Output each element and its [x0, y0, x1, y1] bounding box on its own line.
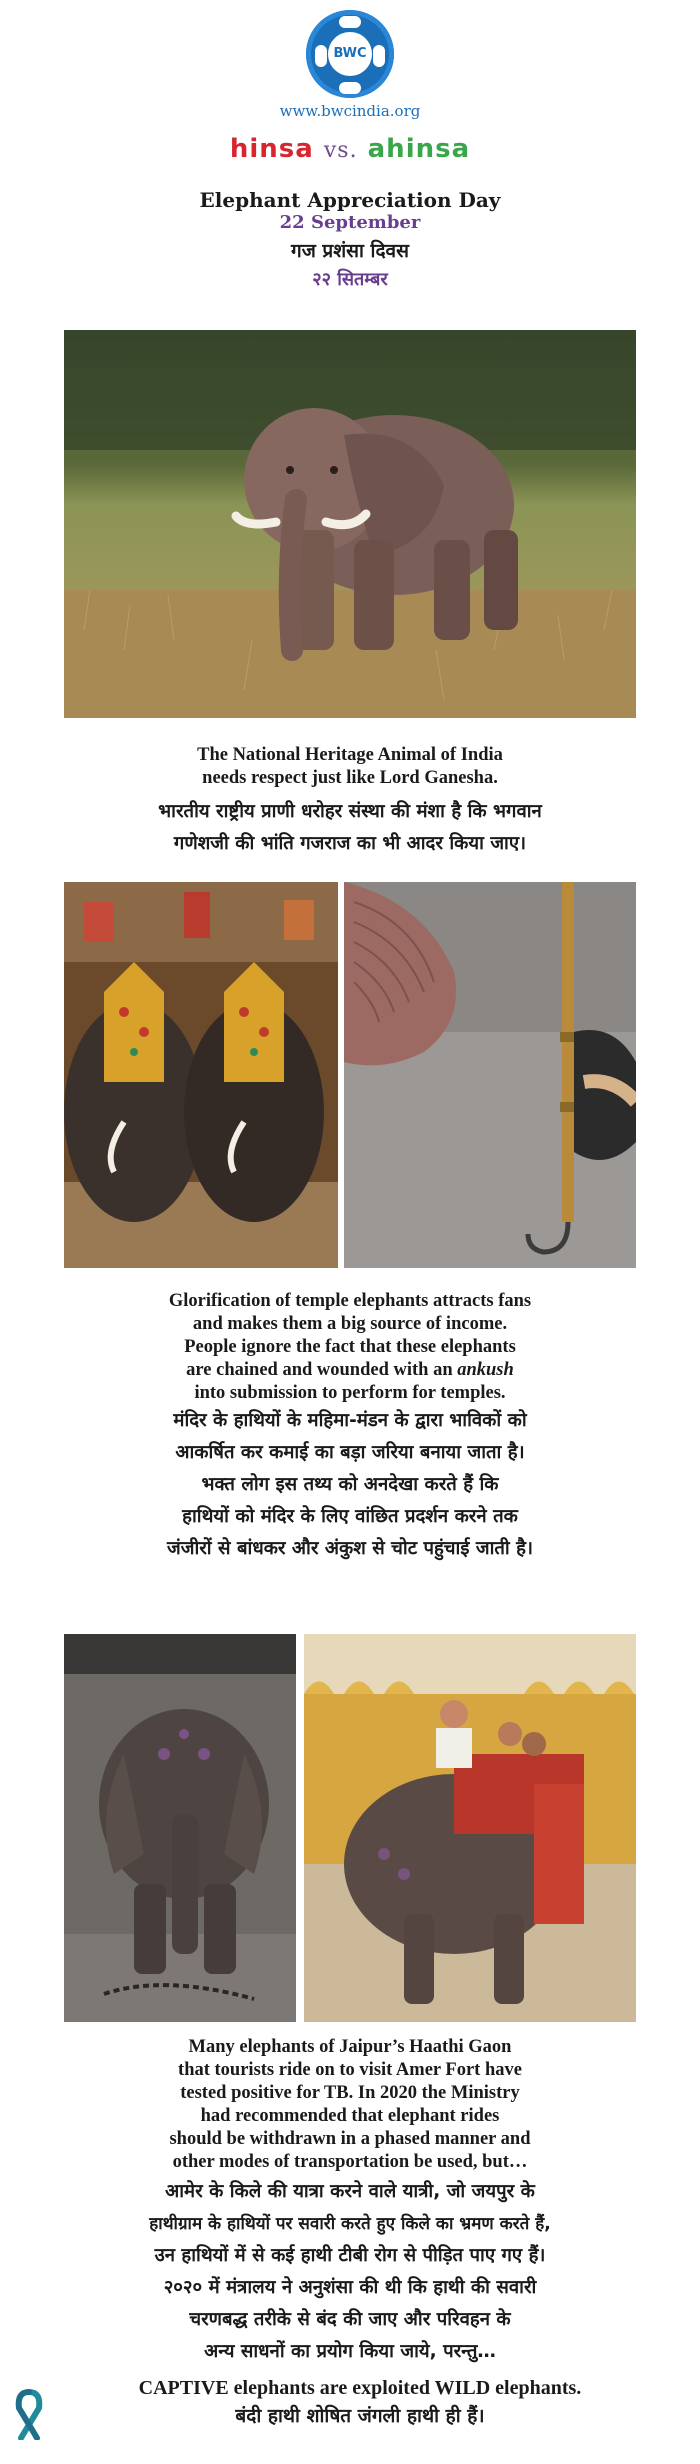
caption-temple-line4 — [40, 1359, 660, 1382]
caption-temple — [40, 1290, 660, 1565]
ankush-image — [344, 882, 636, 1268]
date-hindi: २२ सितम्बर — [312, 269, 388, 290]
caption-jaipur — [40, 2036, 660, 2368]
logo-hand-top — [339, 16, 361, 28]
caption-temple-hi3: भक्त लोग इस तथ्य को अनदेखा करते हैं कि — [201, 1474, 499, 1495]
caption-jaipur-line4: had recommended that elephant rides — [200, 2106, 500, 2126]
site-url[interactable]: www.bwcindia.org — [279, 102, 421, 120]
header — [0, 10, 700, 164]
logo-hand-right — [373, 45, 385, 67]
caption-jaipur-hi5: चरणबद्ध तरीके से बंद की जाए और परिवहन के — [189, 2309, 511, 2330]
page-title: Elephant Appreciation Day — [199, 188, 501, 212]
logo-text: BWC — [328, 32, 372, 76]
photo-temple-elephants — [64, 882, 338, 1268]
caption-temple-line3: People ignore the fact that these elephants — [184, 1337, 516, 1357]
ankush-term: ankush — [457, 1360, 514, 1380]
caption-temple-hi2: आकर्षित कर कमाई का बड़ा जरिया बनाया जाता है। — [175, 1442, 525, 1463]
caption-jaipur-hi3: उन हाथियों में से कई हाथी टीबी रोग से पीड़ित पाए गए हैं। — [154, 2245, 546, 2266]
caption-jaipur-line5: should be withdrawn in a phased manner and — [169, 2129, 531, 2149]
tagline-vs: vs. — [323, 138, 358, 163]
caption-jaipur-hi1: आमेर के किले की यात्रा करने वाले यात्री, जो जयपुर के — [165, 2181, 535, 2202]
logo-hand-left — [315, 45, 327, 67]
bwc-logo[interactable] — [306, 10, 394, 98]
photo-elephant-grassland — [64, 330, 636, 718]
caption-heritage-hi2: गणेशजी की भांति गजराज का भी आदर किया जाए। — [173, 833, 527, 854]
page-title-hindi: गज प्रशंसा दिवस — [291, 240, 409, 262]
caption-temple-line4-text: are chained and wounded with an — [186, 1360, 458, 1380]
tagline — [0, 134, 700, 164]
caption-jaipur-line6: other modes of transportation be used, but… — [172, 2152, 528, 2172]
caption-temple-line1: Glorification of temple elephants attracts fans — [168, 1291, 532, 1311]
caption-heritage-line1: The National Heritage Animal of India — [197, 745, 503, 765]
caption-temple-hi1: मंदिर के हाथियों के महिमा-मंडन के द्वारा भाविकों को — [173, 1410, 527, 1431]
caption-temple-hi5: जंजीरों से बांधकर और अंकुश से चोट पहुंचाई जाती है। — [166, 1538, 533, 1559]
photo-chained-elephant — [64, 1634, 296, 2022]
caption-jaipur-line1: Many elephants of Jaipur’s Haathi Gaon — [188, 2037, 512, 2057]
title-block — [0, 188, 700, 291]
photo-ankush — [344, 882, 636, 1268]
footer — [40, 2375, 680, 2431]
amer-ride-image — [304, 1634, 636, 2022]
photo-amer-ride — [304, 1634, 636, 2022]
temple-elephants-image — [64, 882, 338, 1268]
tagline-ahinsa: ahinsa — [367, 134, 471, 164]
tagline-hinsa: hinsa — [229, 134, 314, 164]
caption-temple-line5: into submission to perform for temples. — [194, 1383, 506, 1403]
logo-hand-bottom — [339, 82, 361, 94]
caption-heritage-line2: needs respect just like Lord Ganesha. — [202, 768, 498, 788]
footer-slogan-hi: बंदी हाथी शोषित जंगली हाथी ही हैं। — [235, 2405, 485, 2427]
caption-jaipur-hi2: हाथीग्राम के हाथियों पर सवारी करते हुए किले का भ्रमण करते हैं, — [149, 2214, 551, 2234]
caption-jaipur-hi4: २०२० में मंत्रालय ने अनुशंसा की थी कि हाथी की सवारी — [163, 2277, 537, 2298]
caption-jaipur-line2: that tourists ride on to visit Amer Fort have — [178, 2060, 522, 2080]
caption-heritage — [40, 744, 660, 860]
caption-temple-line2: and makes them a big source of income. — [192, 1314, 508, 1334]
footer-slogan-en: CAPTIVE elephants are exploited WILD elephants. — [138, 2377, 582, 2399]
date-en: 22 September — [279, 212, 421, 233]
caption-jaipur-hi6: अन्य साधनों का प्रयोग किया जाये, परन्तु… — [204, 2341, 496, 2362]
chained-elephant-image — [64, 1634, 296, 2022]
caption-jaipur-line3: tested positive for TB. In 2020 the Ministry — [180, 2083, 520, 2103]
elephant-grassland-image — [64, 330, 636, 718]
caption-temple-hi4: हाथियों को मंदिर के लिए वांछित प्रदर्शन करने तक — [182, 1506, 518, 1527]
caption-heritage-hi1: भारतीय राष्ट्रीय प्राणी धरोहर संस्था की मंशा है कि भगवान — [158, 801, 542, 822]
